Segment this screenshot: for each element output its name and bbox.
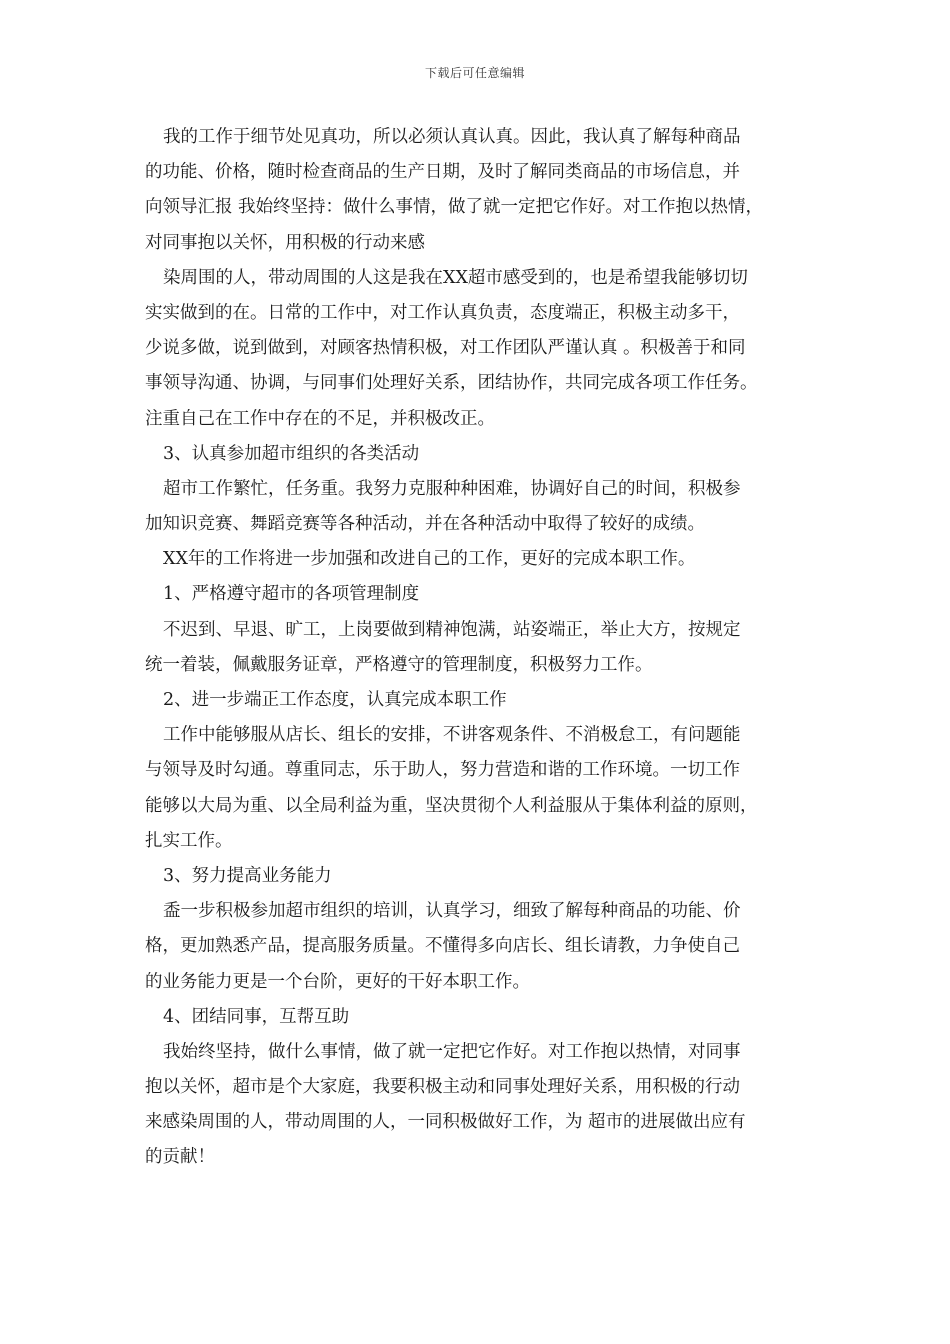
text-line: 4、团结同事，互帮互助 — [163, 1006, 350, 1027]
text-line: 少说多做，说到做到，对顾客热情积极，对工作团队严谨认真 。积极善于和同 — [145, 338, 746, 359]
text-line: 的贡献！ — [145, 1147, 215, 1168]
text-line: 统一着装，佩戴服务证章，严格遵守的管理制度，积极努力工作。 — [145, 654, 653, 675]
text-line: 事领导沟通、协调，与同事们处理好关系，团结协作，共同完成各项工作任务。 — [145, 373, 758, 394]
text-line: 我的工作于细节处见真功，所以必须认真认真。因此，我认真了解每种商品 — [163, 127, 741, 147]
text-line: 2、进一步端正工作态度，认真完成本职工作 — [163, 690, 507, 710]
text-line: 来感染周围的人，带动周围的人，一同积极做好工作，为 超市的进展做出应有 — [145, 1112, 746, 1133]
text-line: 格，更加熟悉产品，提高服务质量。不懂得多向店长、组长请教，力争使自己 — [145, 936, 740, 957]
text-line: 不迟到、早退、旷工，上岗要做到精神饱满，站姿端正，举止大方，按规定 — [163, 619, 741, 640]
text-line: 的业务能力更是一个台阶，更好的干好本职工作。 — [145, 971, 530, 992]
text-line: 3、努力提高业务能力 — [163, 865, 332, 886]
text-line: 加知识竞赛、舞蹈竞赛等各种活动，并在各种活动中取得了较好的成绩。 — [145, 514, 705, 535]
text-line: 向领导汇报 我始终坚持：做什么事情，做了就一定把它作好。对工作抱以热情， — [145, 197, 764, 218]
text-line: 实实做到的在。日常的工作中，对工作认真负责，态度端正，积极主动多干， — [145, 302, 740, 323]
page-header: 下载后可任意编辑 — [424, 66, 525, 80]
text-line: 染周围的人，带动周围的人这是我在XX超市感受到的，也是希望我能够切切 — [163, 267, 748, 288]
text-line: 的功能、价格，随时检查商品的生产日期，及时了解同类商品的市场信息，并 — [145, 162, 740, 183]
text-line: 3、认真参加超市组织的各类活动 — [163, 443, 420, 464]
text-line: 1、严格遵守超市的各项管理制度 — [163, 584, 420, 605]
document-body — [145, 120, 825, 1176]
text-line: 注重自己在工作中存在的不足，并积极改正。 — [145, 408, 495, 429]
text-line: 与领导及时勾通。尊重同志，乐于助人，努力营造和谐的工作环境。一切工作 — [145, 760, 740, 781]
text-line: 我始终坚持，做什么事情，做了就一定把它作好。对工作抱以热情，对同事 — [163, 1041, 741, 1062]
text-line: 能够以大局为重、以全局利益为重，坚决贯彻个人利益服从于集体利益的原则， — [145, 795, 758, 816]
text-line: 对同事抱以关怀，用积极的行动来感 — [145, 232, 425, 253]
text-line: 工作中能够服从店长、组长的安排，不讲客观条件、不消极怠工，有问题能 — [163, 725, 741, 746]
text-line: 超市工作繁忙，任务重。我努力克服种种困难，协调好自己的时间，积极参 — [163, 478, 741, 499]
text-line: 扎实工作。 — [145, 830, 233, 851]
text-line: 抱以关怀，超市是个大家庭，我要积极主动和同事处理好关系，用积极的行动 — [145, 1077, 740, 1098]
text-line: XX年的工作将进一步加强和改进自己的工作，更好的完成本职工作。 — [163, 549, 696, 570]
text-line: 盉一步积极参加超市组织的培训，认真学习，细致了解每种商品的功能、价 — [163, 901, 741, 922]
